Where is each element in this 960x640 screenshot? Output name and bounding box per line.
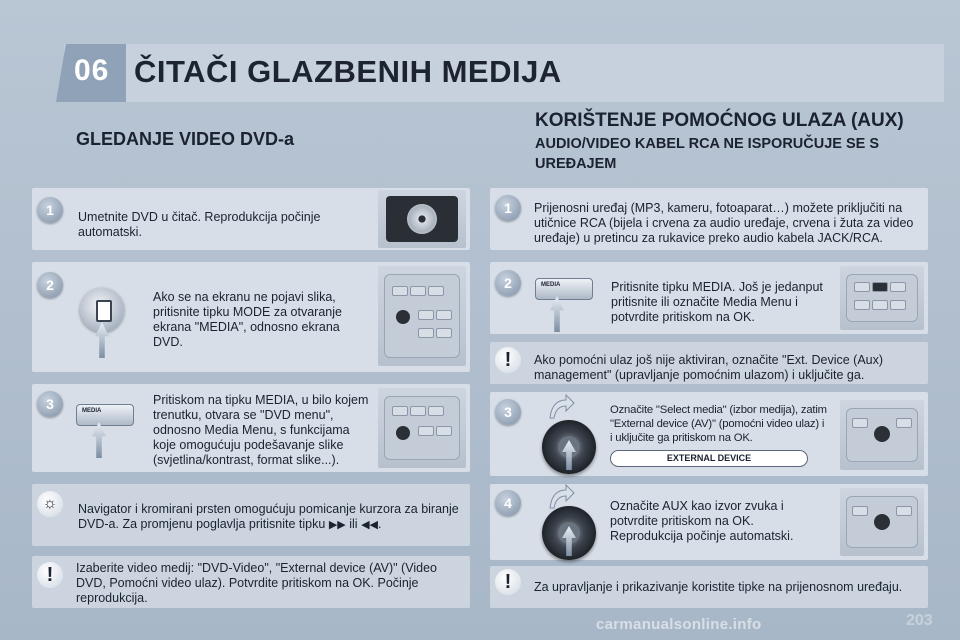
right-step-3-text: Označite "Select media" (izbor medija), zatim "External device (AV)" (pomoćni video ulaz) i i uključite ga pritiskom na OK.	[610, 404, 827, 444]
radio-knob-icon	[396, 310, 410, 324]
radio-button	[890, 300, 906, 310]
step-badge-2: 2	[495, 270, 521, 296]
right-section-subtitle: AUDIO/VIDEO KABEL RCA NE ISPORUČUJE SE S UREĐAJEM	[535, 136, 880, 172]
radio-button	[854, 300, 870, 310]
tip-text	[78, 502, 462, 533]
left-step-1-text: Umetnite DVD u čitač. Reprodukcija počinje automatski.	[78, 210, 321, 239]
exclamation-icon: !	[495, 569, 521, 595]
right-warning-1-text: Ako pomoćni ulaz još nije aktiviran, označite "Ext. Device (Aux) management" (upravljanje pomoćnim ulazom) i uključite ga.	[534, 353, 884, 382]
radio-knob-icon	[874, 514, 890, 530]
dvd-player-image	[378, 190, 466, 248]
radio-button-highlighted	[872, 282, 888, 292]
exclamation-icon: !	[495, 347, 521, 373]
step-badge-3: 3	[495, 399, 521, 425]
left-step-3-text: Pritiskom na tipku MEDIA, u bilo kojem trenutku, otvara se "DVD menu", odnosno Media Menu, s funkcijama koje omogućuju podešavanje slike (svjetlina/kontrast, format slike...).	[153, 393, 369, 467]
media-button-icon: MEDIA	[535, 278, 593, 300]
radio-button	[418, 310, 434, 320]
radio-button	[392, 286, 408, 296]
right-step-4-text: Označite AUX kao izvor zvuka i potvrdite pritiskom na OK. Reprodukcija počinje automatski.	[610, 499, 794, 543]
radio-unit-image	[840, 266, 924, 330]
right-warning-2-text: Za upravljanje i prikazivanje koristite tipke na prijenosnom uređaju.	[534, 580, 903, 594]
step-badge-1: 1	[495, 195, 521, 221]
media-button-icon: MEDIA	[76, 404, 134, 426]
radio-button	[852, 506, 868, 516]
radio-unit-image	[840, 400, 924, 470]
left-warning-text: Izaberite video medij: "DVD-Video", "External device (AV)" (Video DVD, Pomoćni video ulaz). Potvrdite pritiskom na OK. Počinje reprodukcija.	[76, 561, 437, 605]
radio-button	[410, 406, 426, 416]
right-section-title: KORIŠTENJE POMOĆNOG ULAZA (AUX)	[535, 110, 904, 131]
radio-button	[890, 282, 906, 292]
rewind-icon: ◀◀	[361, 519, 378, 531]
radio-knob-icon	[396, 426, 410, 440]
tip-or: ili	[349, 517, 358, 531]
radio-knob-icon	[874, 426, 890, 442]
step-badge-4: 4	[495, 490, 521, 516]
left-section-title: GLEDANJE VIDEO DVD-a	[76, 129, 295, 149]
step-badge-1: 1	[37, 197, 63, 223]
radio-button	[872, 300, 888, 310]
radio-button	[436, 310, 452, 320]
dvd-disc-icon	[407, 204, 437, 234]
radio-unit-image	[378, 388, 466, 468]
radio-button	[854, 282, 870, 292]
radio-button	[436, 426, 452, 436]
sun-icon: ☼	[37, 491, 63, 517]
radio-button	[436, 328, 452, 338]
radio-button	[852, 418, 868, 428]
external-device-label: EXTERNAL DEVICE	[610, 450, 808, 467]
right-step-1-text: Prijenosni uređaj (MP3, kameru, fotoaparat…) možete priključiti na utičnice RCA (bijela i crvena za audio uređaje, crvena i žuta za video uređaje) u pretincu za rukavice preko audio kabela JACK/RCA.	[534, 201, 914, 245]
radio-unit-image	[378, 266, 466, 366]
exclamation-icon: !	[37, 562, 63, 588]
fast-forward-icon: ▶▶	[328, 519, 346, 531]
tip-text-end: .	[377, 517, 382, 531]
radio-unit-image	[840, 488, 924, 556]
step-badge-2: 2	[37, 272, 63, 298]
watermark: carmanualsonline.info	[596, 616, 762, 633]
radio-button	[410, 286, 426, 296]
step-badge-3: 3	[37, 391, 63, 417]
chapter-title: ČITAČI GLAZBENIH MEDIJA	[134, 54, 562, 89]
radio-button	[428, 406, 444, 416]
right-step-2-text: Pritisnite tipku MEDIA. Još je jedanput pritisnite ili označite Media Menu i potvrdite pritiskom na OK.	[611, 280, 823, 324]
radio-button	[418, 426, 434, 436]
tip-text-part-1: Navigator i kromirani prsten omogućuju pomicanje kurzora za biranje DVD-a. Za promjenu poglavlja pritisnite tipku	[78, 502, 459, 531]
rotate-arrow-icon	[546, 392, 576, 422]
chapter-number: 06	[74, 54, 110, 87]
radio-button	[392, 406, 408, 416]
page-number: 203	[906, 612, 933, 629]
radio-button	[428, 286, 444, 296]
radio-button	[896, 418, 912, 428]
radio-button	[418, 328, 434, 338]
radio-button	[896, 506, 912, 516]
left-step-2-text: Ako se na ekranu ne pojavi slika, pritisnite tipku MODE za otvaranje ekrana "MEDIA", odnosno ekrana DVD.	[153, 290, 342, 349]
